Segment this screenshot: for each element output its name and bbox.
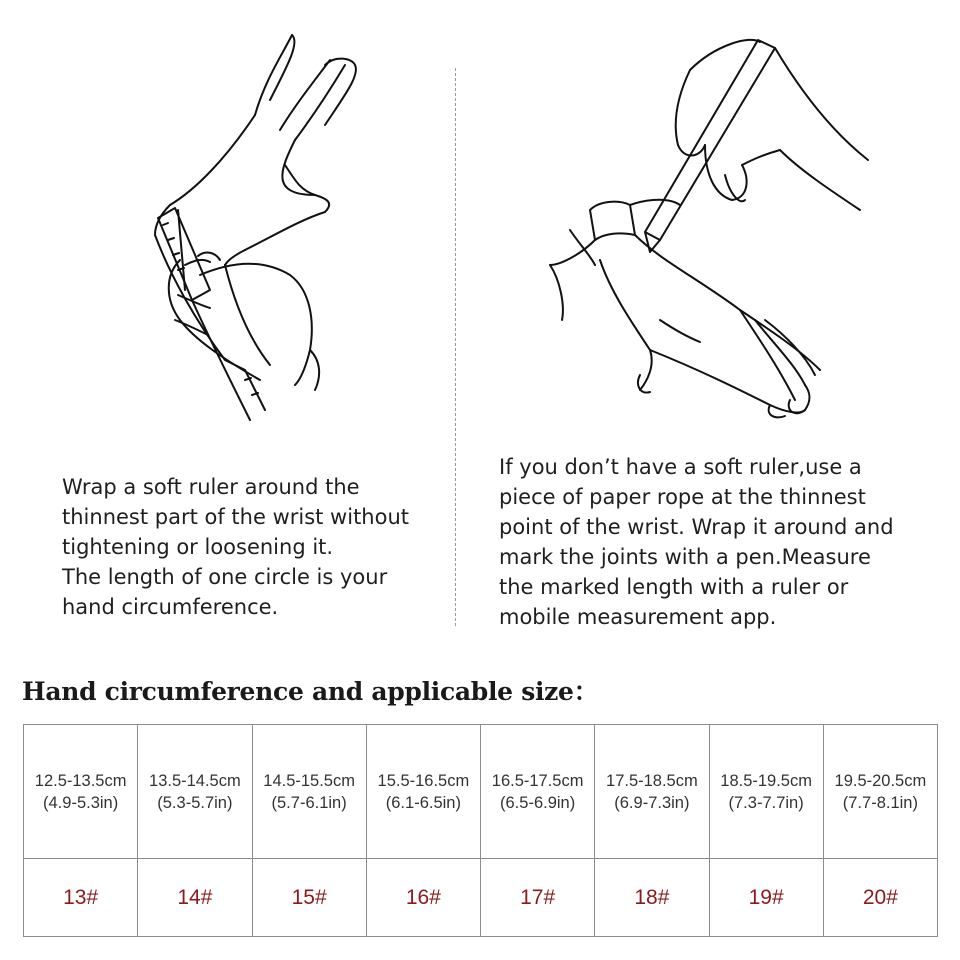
size-number: 19# xyxy=(748,885,784,909)
range-cell xyxy=(823,725,937,859)
cm-range: 17.5-18.5cm xyxy=(606,771,698,790)
size-number: 15# xyxy=(291,885,327,909)
size-cell xyxy=(823,859,937,937)
inch-range: (6.1-6.5in) xyxy=(385,793,461,812)
range-cell xyxy=(252,725,366,859)
instruction-line: tightening or loosening it. xyxy=(62,535,334,559)
range-cell xyxy=(481,725,595,859)
range-cell xyxy=(595,725,709,859)
instruction-line: Wrap a soft ruler around the xyxy=(62,475,360,499)
size-cell xyxy=(24,859,138,937)
size-cell xyxy=(366,859,480,937)
range-row xyxy=(24,725,938,859)
cm-range: 14.5-15.5cm xyxy=(263,771,355,790)
size-number: 17# xyxy=(520,885,556,909)
cm-range: 13.5-14.5cm xyxy=(149,771,241,790)
instruction-line: piece of paper rope at the thinnest xyxy=(499,485,866,509)
range-cell xyxy=(138,725,252,859)
inch-range: (6.5-6.9in) xyxy=(500,793,576,812)
instruction-line: If you don’t have a soft ruler,use a xyxy=(499,455,862,479)
inch-range: (6.9-7.3in) xyxy=(614,793,690,812)
size-number: 14# xyxy=(177,885,213,909)
instruction-line: mobile measurement app. xyxy=(499,605,777,629)
dashed-divider xyxy=(455,68,456,626)
size-table-title: Hand circumference and applicable size： xyxy=(22,677,599,706)
inch-range: (5.7-6.1in) xyxy=(271,793,347,812)
instruction-line: hand circumference. xyxy=(62,595,279,619)
cm-range: 19.5-20.5cm xyxy=(834,771,927,790)
range-cell xyxy=(24,725,138,859)
left-instructions xyxy=(62,472,442,622)
inch-range: (7.3-7.7in) xyxy=(728,793,804,812)
size-row xyxy=(24,859,938,937)
instruction-line: The length of one circle is your xyxy=(62,565,388,589)
instruction-line: mark the joints with a pen.Measure xyxy=(499,545,871,569)
inch-range: (7.7-8.1in) xyxy=(842,793,918,812)
size-number: 18# xyxy=(634,885,670,909)
size-cell xyxy=(595,859,709,937)
cm-range: 15.5-16.5cm xyxy=(377,771,470,790)
size-cell xyxy=(481,859,595,937)
cm-range: 18.5-19.5cm xyxy=(720,771,812,790)
size-table xyxy=(23,724,938,937)
cm-range: 16.5-17.5cm xyxy=(491,771,584,790)
wrap-soft-ruler-illustration xyxy=(60,20,480,440)
size-cell xyxy=(252,859,366,937)
size-cell xyxy=(709,859,823,937)
size-number: 16# xyxy=(405,885,441,909)
size-cell xyxy=(138,859,252,937)
instruction-line: thinnest part of the wrist without xyxy=(62,505,410,529)
size-number: 20# xyxy=(862,885,898,909)
inch-range: (4.9-5.3in) xyxy=(43,793,119,812)
inch-range: (5.3-5.7in) xyxy=(157,793,233,812)
range-cell xyxy=(709,725,823,859)
right-instructions xyxy=(499,452,929,632)
cm-range: 12.5-13.5cm xyxy=(34,771,127,790)
mark-paper-rope-illustration xyxy=(500,20,920,440)
size-number: 13# xyxy=(63,885,99,909)
range-cell xyxy=(366,725,480,859)
instruction-line: the marked length with a ruler or xyxy=(499,575,849,599)
instruction-line: point of the wrist. Wrap it around and xyxy=(499,515,894,539)
